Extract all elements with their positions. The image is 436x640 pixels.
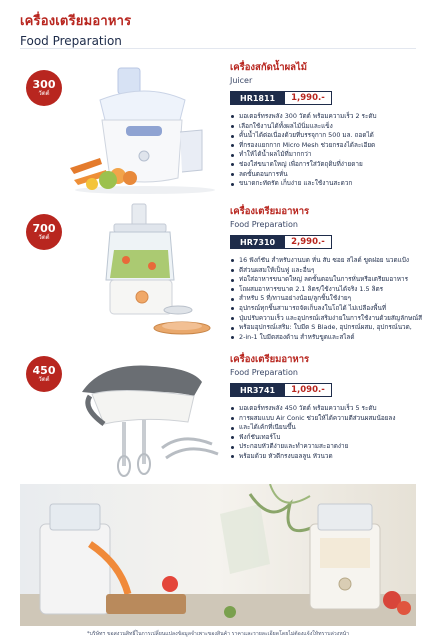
wattage-value: 700 (32, 221, 56, 235)
feature-item: ลดขั้นตอนการหั่น (230, 170, 435, 180)
product-info (230, 60, 430, 189)
feature-item: พร้อมด้วย หัวตีกรงบอลลูน หัวนวด (230, 452, 435, 462)
feature-list (230, 256, 435, 342)
feature-item: ตีส่วนผสมให้เป็นฟู และอื่นๆ (230, 266, 435, 276)
product-name-en: Juicer (230, 76, 253, 85)
feature-item: ทำให้ได้น้ำผลไม้ที่มากกว่า (230, 150, 435, 160)
feature-item: ฟังก์ชันเทอร์โบ (230, 433, 435, 443)
wattage-badge (26, 214, 62, 250)
wattage-value: 300 (32, 77, 56, 91)
feature-item: ปุ่มปรับความเร็ว และอุปกรณ์เสริมง่ายในการใช้งานด้วยสัญลักษณ์สี (230, 314, 435, 324)
header-divider (20, 48, 416, 49)
food-processor-image (70, 200, 230, 345)
feature-item: ขนาดกะทัดรัด เก็บง่าย และใช้งานสะดวก (230, 179, 435, 189)
feature-item: และได้เค้กที่เนียนขึ้น (230, 423, 435, 433)
feature-item: มอเตอร์ทรงพลัง 450 วัตต์ พร้อมความเร็ว 5 ระดับ (230, 404, 435, 414)
product-name-th: เครื่องเตรียมอาหาร (230, 354, 310, 365)
wattage-unit: วัตต์ (38, 233, 50, 241)
price-tag: 1,090.- (285, 383, 332, 397)
feature-list (230, 404, 435, 462)
price-row (230, 235, 430, 249)
wattage-unit: วัตต์ (38, 375, 50, 383)
feature-item: ประกอบหัวตีง่ายและทำความสะอาดง่าย (230, 442, 435, 452)
feature-item: ที่กรองแยกกาก Micro Mesh ช่วยกรองได้ละเอียด (230, 141, 435, 151)
model-code: HR1811 (230, 91, 285, 105)
feature-item: ท่อใส่อาหารขนาดใหญ่ ลดขั้นตอนในการหั่นหรือเตรียมอาหาร (230, 275, 435, 285)
feature-item: พร้อมอุปกรณ์เสริม: ใบมีด S Blade, อุปกรณ์ผสม, อุปกรณ์นวด, (230, 323, 435, 333)
wattage-value: 450 (32, 363, 56, 377)
wattage-unit: วัตต์ (38, 89, 50, 97)
feature-item: สำหรับ 5 ที่/ทานอย่างน้อย/ลูกชิ้นใช้ง่ายๆ (230, 294, 435, 304)
product-info (230, 204, 430, 342)
feature-item: ช่องใส่ขนาดใหญ่ เพื่อการใส่วัตถุดิบที่ง่ายดาย (230, 160, 435, 170)
product-name-en: Food Preparation (230, 368, 298, 377)
feature-item: 2-in-1 ใบมีดสองด้าน สำหรับขูดและสไลด์ (230, 333, 435, 343)
disclaimer-footer: *บริษัทฯ ขอสงวนสิทธิ์ในการเปลี่ยนแปลงข้อมูลจำเพาะของสินค้า ราคาและรายละเอียดโดยไม่ต้องแจ้งให้ทราบล่วงหน้า (86, 631, 350, 637)
wattage-badge (26, 356, 62, 392)
feature-item: การผสมแบบ Air Conic ช่วยให้ได้ความตีส่วนผสมน้อยลง (230, 414, 435, 424)
feature-item: โถผสมอาหารขนาด 2.1 ลิตร/ใช้งานได้จริง 1.5 ลิตร (230, 285, 435, 295)
hand-mixer-image (62, 352, 230, 480)
feature-list (230, 112, 435, 189)
page-title-th: เครื่องเตรียมอาหาร (20, 14, 132, 29)
juicer-image (60, 60, 230, 195)
feature-item: 16 ฟังก์ชัน สำหรับงานบด หั่น สับ ซอย สไลด์ ขูดฝอย นวดแป้ง (230, 256, 435, 266)
product-name-th: เครื่องเตรียมอาหาร (230, 206, 310, 217)
model-code: HR7310 (230, 235, 285, 249)
product-name-th: เครื่องสกัดน้ำผลไม้ (230, 62, 308, 73)
price-row (230, 383, 430, 397)
price-tag: 2,990.- (285, 235, 332, 249)
product-info (230, 352, 430, 462)
kitchen-lifestyle-photo (20, 484, 416, 626)
model-code: HR3741 (230, 383, 285, 397)
page-title-en: Food Preparation (20, 34, 122, 48)
price-row (230, 91, 430, 105)
wattage-badge (26, 70, 62, 106)
page-header (20, 10, 131, 48)
feature-item: อุปกรณ์ทุกชิ้นสามารถจัดเก็บลงในโถได้ ไม่เปลืองพื้นที่ (230, 304, 435, 314)
price-tag: 1,990.- (285, 91, 332, 105)
feature-item: มอเตอร์ทรงพลัง 300 วัตต์ พร้อมความเร็ว 2 ระดับ (230, 112, 435, 122)
product-name-en: Food Preparation (230, 220, 298, 229)
feature-item: เลือกใช้งานได้ทั้งผลไม้นิ่มและแข็ง (230, 122, 435, 132)
feature-item: คั้นน้ำได้ต่อเนื่องด้วยที่บรรจุกาก 500 มล. ถอดได้ (230, 131, 435, 141)
